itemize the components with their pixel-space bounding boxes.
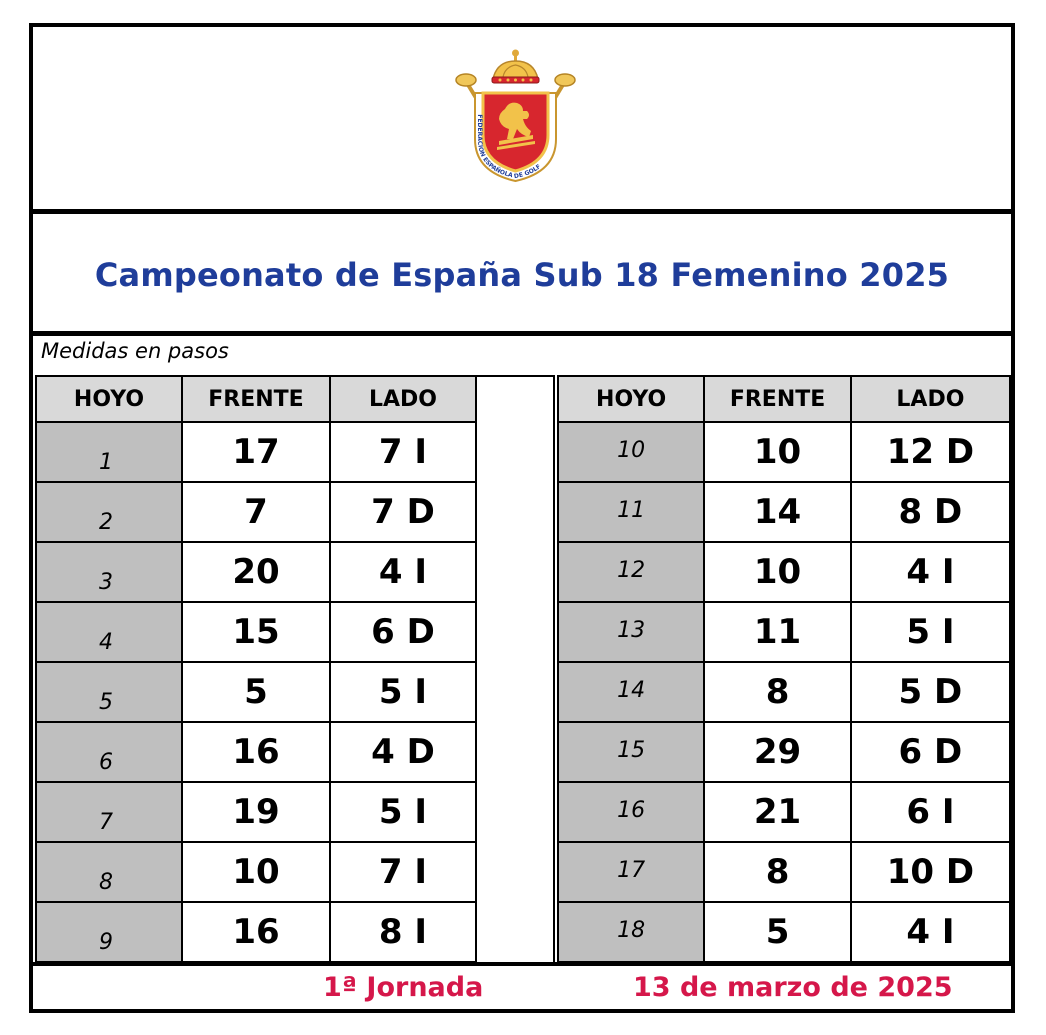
hole-number: 13: [617, 617, 646, 643]
table-row: [36, 842, 476, 902]
table-row: [558, 542, 1010, 602]
lado-value: 12 D: [851, 422, 1010, 482]
hole-number: 1: [99, 449, 113, 475]
frente-value: 17: [182, 422, 330, 482]
hole-number-cell: [36, 902, 182, 962]
federation-logo: [453, 47, 578, 184]
hole-number: 4: [99, 629, 113, 655]
hole-number-cell: [36, 782, 182, 842]
svg-text:FEDERACION ESPAÑOLA DE GOLF: FEDERACION ESPAÑOLA DE GOLF: [475, 114, 543, 181]
table-header-row: [36, 376, 476, 422]
lado-value: 4 D: [330, 722, 476, 782]
hole-number-cell: [558, 602, 704, 662]
lado-value: 5 D: [851, 662, 1010, 722]
hole-number-cell: [36, 422, 182, 482]
pin-sheet: [29, 23, 1015, 1013]
frente-value: 10: [704, 422, 851, 482]
frente-value: 16: [182, 902, 330, 962]
frente-value: 11: [704, 602, 851, 662]
table-row: [36, 662, 476, 722]
frente-value: 29: [704, 722, 851, 782]
lado-value: 8 I: [330, 902, 476, 962]
page-title: Campeonato de España Sub 18 Femenino 2025: [94, 255, 950, 294]
hole-number-cell: [558, 722, 704, 782]
lado-value: 4 I: [851, 542, 1010, 602]
table-gap: [475, 375, 555, 963]
frente-value: 8: [704, 842, 851, 902]
frente-value: 16: [182, 722, 330, 782]
frente-value: 10: [182, 842, 330, 902]
lado-value: 6 I: [851, 782, 1010, 842]
frente-value: 7: [182, 482, 330, 542]
table-row: [558, 722, 1010, 782]
table-header-row: [558, 376, 1010, 422]
frente-value: 5: [704, 902, 851, 962]
column-header-hoyo: HOYO: [558, 376, 704, 422]
table-row: [558, 842, 1010, 902]
table-row: [36, 422, 476, 482]
column-header-frente: FRENTE: [182, 376, 330, 422]
date-label: 13 de marzo de 2025: [633, 972, 953, 1003]
hole-number: 10: [617, 437, 646, 463]
hole-number: 17: [617, 857, 646, 883]
hole-number-cell: [36, 722, 182, 782]
hole-number: 6: [99, 749, 113, 775]
hole-number-cell: [558, 482, 704, 542]
lado-value: 4 I: [851, 902, 1010, 962]
hole-number-cell: [558, 662, 704, 722]
footer-band: [33, 962, 1011, 1013]
hole-number-cell: [36, 842, 182, 902]
lado-value: 6 D: [851, 722, 1010, 782]
column-header-lado: LADO: [851, 376, 1010, 422]
hole-number-cell: [558, 902, 704, 962]
hole-number: 7: [99, 809, 113, 835]
lado-value: 7 I: [330, 842, 476, 902]
table-row: [558, 782, 1010, 842]
table-row: [36, 782, 476, 842]
frente-value: 5: [182, 662, 330, 722]
hole-number: 14: [617, 677, 646, 703]
frente-value: 8: [704, 662, 851, 722]
hole-number-cell: [36, 482, 182, 542]
logo-band: [33, 27, 1011, 214]
table-row: [558, 662, 1010, 722]
table-row: [558, 422, 1010, 482]
lado-value: 5 I: [330, 662, 476, 722]
frente-value: 10: [704, 542, 851, 602]
hole-number: 9: [99, 929, 113, 955]
round-label: 1ª Jornada: [323, 972, 484, 1003]
table-row: [36, 542, 476, 602]
column-header-hoyo: HOYO: [36, 376, 182, 422]
frente-value: 19: [182, 782, 330, 842]
lado-value: 10 D: [851, 842, 1010, 902]
lado-value: 7 D: [330, 482, 476, 542]
hole-number-cell: [36, 602, 182, 662]
lado-value: 6 D: [330, 602, 476, 662]
hole-number-cell: [558, 542, 704, 602]
hole-number: 2: [99, 509, 113, 535]
hole-number: 16: [617, 797, 646, 823]
lado-value: 8 D: [851, 482, 1010, 542]
table-row: [36, 482, 476, 542]
column-header-frente: FRENTE: [704, 376, 851, 422]
hole-number-cell: [36, 662, 182, 722]
crown-icon: [492, 50, 539, 84]
hole-number: 8: [99, 869, 113, 895]
frente-value: 21: [704, 782, 851, 842]
hole-number: 15: [617, 737, 646, 763]
frente-value: 14: [704, 482, 851, 542]
hole-number: 12: [617, 557, 646, 583]
title-band: [33, 214, 1011, 336]
hole-number-cell: [558, 422, 704, 482]
table-row: [558, 482, 1010, 542]
column-header-lado: LADO: [330, 376, 476, 422]
hole-number-cell: [558, 842, 704, 902]
frente-value: 20: [182, 542, 330, 602]
lado-value: 4 I: [330, 542, 476, 602]
lado-value: 7 I: [330, 422, 476, 482]
holes-10-18-table: [557, 375, 1011, 963]
table-row: [36, 602, 476, 662]
lado-value: 5 I: [330, 782, 476, 842]
hole-number: 18: [617, 917, 646, 943]
hole-number-cell: [558, 782, 704, 842]
hole-number: 11: [617, 497, 646, 523]
units-note: Medidas en pasos: [41, 339, 229, 363]
table-row: [558, 902, 1010, 962]
lado-value: 5 I: [851, 602, 1010, 662]
table-row: [36, 722, 476, 782]
hole-number: 5: [99, 689, 113, 715]
table-row: [558, 602, 1010, 662]
table-row: [36, 902, 476, 962]
holes-1-9-table: [35, 375, 477, 963]
frente-value: 15: [182, 602, 330, 662]
hole-number: 3: [99, 569, 113, 595]
hole-number-cell: [36, 542, 182, 602]
